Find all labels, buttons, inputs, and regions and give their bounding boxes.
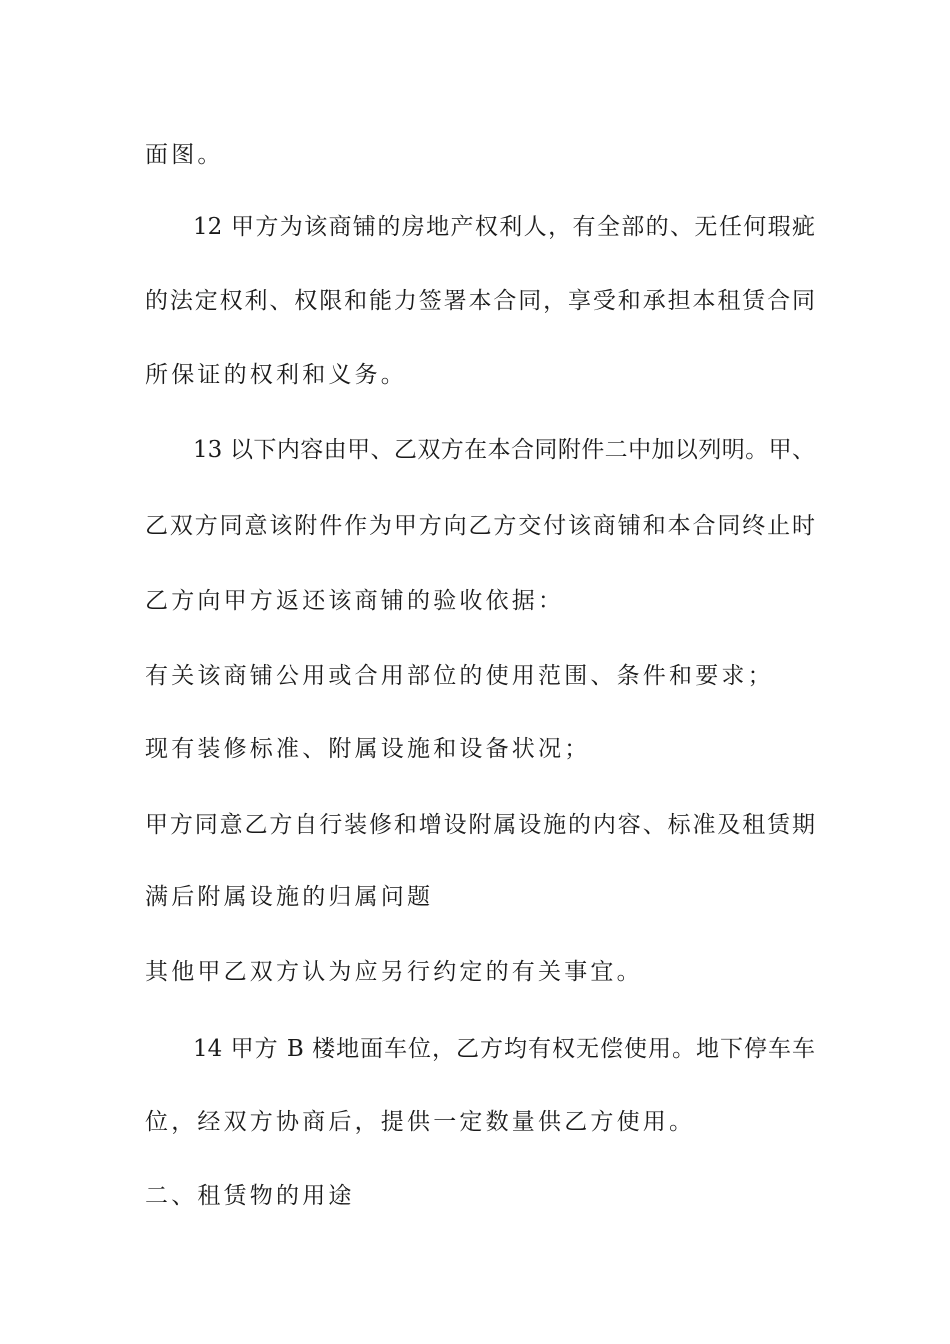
text-line-10: 甲方同意乙方自行装修和增设附属设施的内容、标准及租赁期 (145, 812, 815, 838)
text-line-11: 满后附属设施的归属问题 (145, 884, 434, 910)
text-line-5: 13 以下内容由甲、乙双方在本合同附件二中加以列明。甲、 (193, 437, 815, 463)
text-line-12: 其他甲乙双方认为应另行约定的有关事宜。 (145, 959, 643, 985)
text-line-6: 乙双方同意该附件作为甲方向乙方交付该商铺和本合同终止时 (145, 513, 815, 539)
text-line-7: 乙方向甲方返还该商铺的验收依据： (145, 588, 565, 614)
text-line-4: 所保证的权利和义务。 (145, 362, 407, 388)
section-heading: 二、租赁物的用途 (145, 1183, 355, 1209)
text-line-1: 面图。 (145, 142, 224, 168)
text-line-8: 有关该商铺公用或合用部位的使用范围、条件和要求； (145, 663, 774, 689)
text-line-14: 位，经双方协商后，提供一定数量供乙方使用。 (145, 1109, 696, 1135)
text-line-13: 14 甲方 B 楼地面车位，乙方均有权无偿使用。地下停车车 (193, 1036, 815, 1062)
text-line-2: 12 甲方为该商铺的房地产权利人，有全部的、无任何瑕疵 (193, 214, 815, 240)
text-line-3: 的法定权利、权限和能力签署本合同，享受和承担本租赁合同 (145, 288, 815, 314)
text-line-9: 现有装修标准、附属设施和设备状况； (145, 736, 591, 762)
